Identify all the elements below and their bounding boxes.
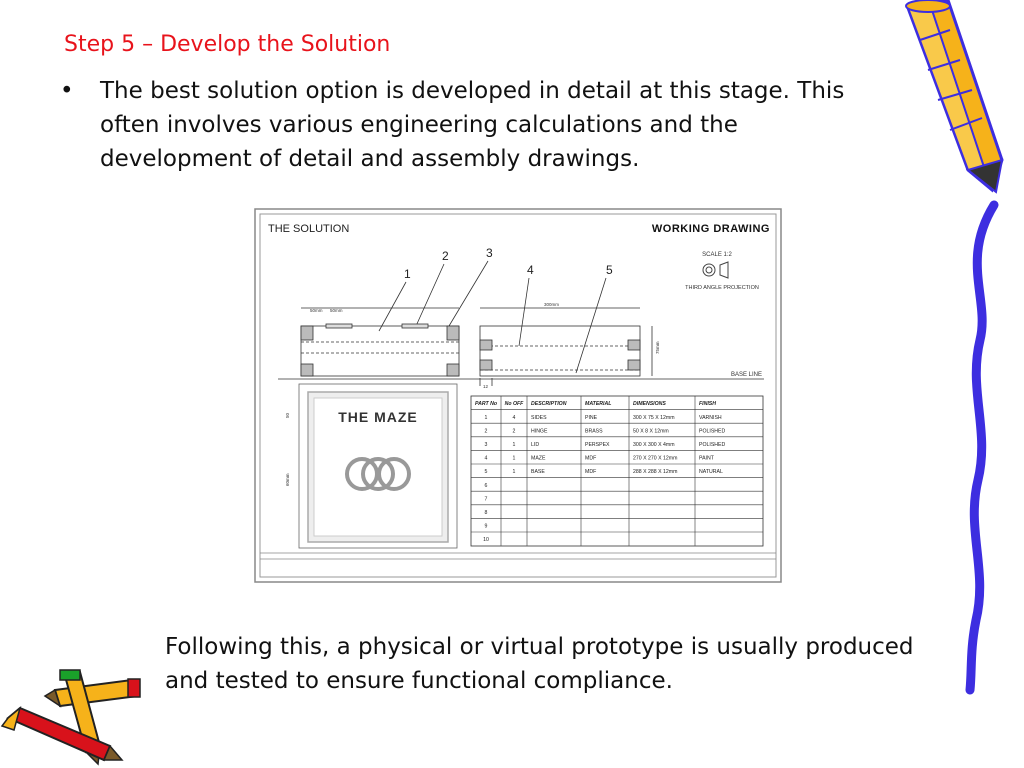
table-cell: VARNISH bbox=[699, 414, 722, 421]
table-header: No OFF bbox=[504, 401, 524, 408]
dim-3: 300mm bbox=[544, 302, 560, 307]
table-cell: MDF bbox=[585, 469, 597, 476]
dim-6: 12 bbox=[483, 384, 489, 389]
table-cell: 270 X 270 X 12mm bbox=[633, 455, 678, 462]
brand-text: THE MAZE bbox=[338, 409, 418, 425]
dim-1: 50mm bbox=[310, 308, 323, 313]
table-cell: 288 X 288 X 12mm bbox=[633, 469, 678, 476]
table-cell: 1 bbox=[512, 469, 516, 476]
table-header: MATERIAL bbox=[585, 401, 612, 408]
table-cell: BASE bbox=[531, 469, 545, 476]
table-header: DESCRIPTION bbox=[531, 401, 567, 408]
pencils-icon bbox=[0, 668, 150, 768]
dim-4: 75mm bbox=[655, 341, 660, 354]
table-header: FINISH bbox=[699, 401, 717, 408]
table-cell: 8 bbox=[484, 510, 488, 517]
callout-4: 4 bbox=[527, 263, 534, 277]
table-cell: 2 bbox=[512, 428, 516, 435]
table-cell: 2 bbox=[484, 428, 488, 435]
table-header: PART No bbox=[475, 401, 497, 408]
table-cell: 300 X 75 X 12mm bbox=[633, 414, 675, 421]
slide-heading: Step 5 – Develop the Solution bbox=[64, 32, 391, 57]
callout-3: 3 bbox=[486, 246, 493, 260]
table-cell: 1 bbox=[512, 455, 516, 462]
table-cell: 3 bbox=[484, 442, 488, 449]
dim-2: 50mm bbox=[330, 308, 343, 313]
table-cell: BRASS bbox=[585, 428, 603, 435]
table-cell: 5 bbox=[484, 469, 488, 476]
dim-5a: 50 bbox=[285, 412, 290, 418]
table-cell: LID bbox=[531, 442, 540, 449]
table-cell: 1 bbox=[484, 414, 488, 421]
base-line-label: BASE LINE bbox=[730, 372, 762, 378]
table-cell: MDF bbox=[585, 455, 597, 462]
table-cell: SIDES bbox=[531, 414, 547, 421]
table-cell: 4 bbox=[512, 414, 516, 421]
projection-label: THIRD ANGLE PROJECTION bbox=[685, 285, 759, 291]
table-cell: 300 X 300 X 4mm bbox=[633, 442, 675, 449]
dim-5: 60mm bbox=[285, 473, 290, 486]
working-drawing bbox=[254, 208, 782, 583]
table-cell: 7 bbox=[484, 496, 488, 503]
table-cell: PAINT bbox=[699, 455, 714, 462]
table-cell: 6 bbox=[484, 482, 488, 489]
bullet-text: The best solution option is developed in detail at this stage. This often involves various engineering calculations and the development of detail and assembly drawings. bbox=[100, 78, 845, 172]
table-cell: PINE bbox=[585, 414, 598, 421]
drawing-title: THE SOLUTION bbox=[268, 223, 350, 235]
scale-label: SCALE 1:2 bbox=[702, 252, 732, 258]
table-header: DIMENSIONS bbox=[633, 401, 666, 408]
table-cell: 9 bbox=[484, 523, 488, 530]
table-cell: 50 X 8 X 12mm bbox=[633, 428, 669, 435]
follow-paragraph: Following this, a physical or virtual prototype is usually produced and tested to ensure functional compliance. bbox=[165, 634, 914, 694]
table-cell: NATURAL bbox=[699, 469, 723, 476]
table-cell: MAZE bbox=[531, 455, 546, 462]
table-cell: POLISHED bbox=[699, 442, 726, 449]
drawing-badge: WORKING DRAWING bbox=[651, 223, 770, 235]
table-cell: HINGE bbox=[531, 428, 548, 435]
callout-2: 2 bbox=[442, 249, 449, 263]
parts-table bbox=[471, 396, 763, 546]
table-cell: 1 bbox=[512, 442, 516, 449]
table-cell: PERSPEX bbox=[585, 442, 610, 449]
pencil-icon bbox=[890, 0, 1024, 700]
table-cell: 10 bbox=[483, 537, 489, 544]
bullet-marker: • bbox=[60, 78, 74, 104]
table-cell: 4 bbox=[484, 455, 488, 462]
callout-5: 5 bbox=[606, 263, 613, 277]
callout-1: 1 bbox=[404, 267, 411, 281]
table-cell: POLISHED bbox=[699, 428, 726, 435]
